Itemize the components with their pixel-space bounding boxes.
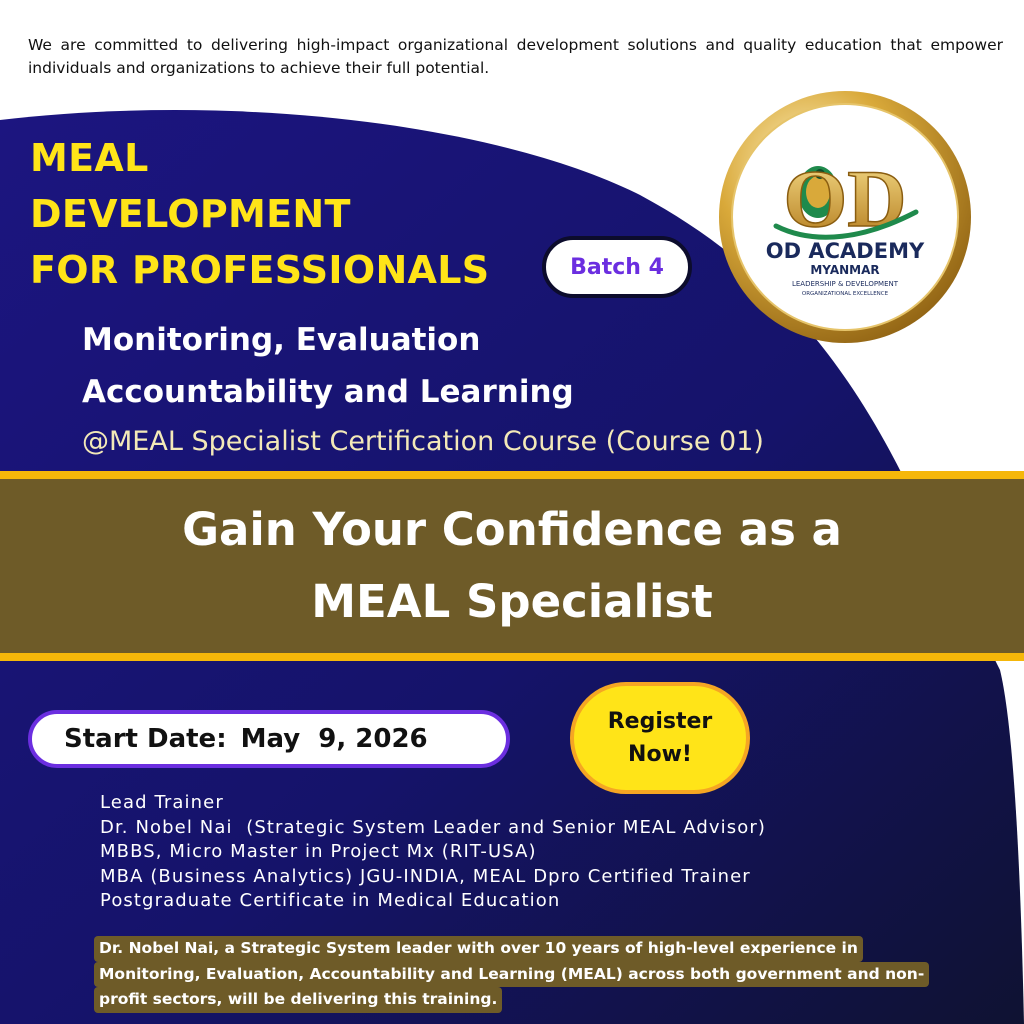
od-academy-logo <box>716 88 974 346</box>
trainer-name: Dr. Nobel Nai (Strategic System Leader and Senior MEAL Advisor) <box>100 816 766 838</box>
start-date-pill <box>28 710 510 768</box>
bio-line-1: Dr. Nobel Nai, a Strategic System leader with over 10 years of high-level experience in <box>94 936 863 962</box>
start-date-value: May 9, 2026 <box>240 724 428 754</box>
headline-line-1: Gain Your Confidence as a <box>182 503 842 556</box>
register-label-line-1: Register <box>607 709 713 734</box>
trainer-credential: MBBS, Micro Master in Project Mx (RIT-USA) <box>100 841 537 862</box>
certification-course: @MEAL Specialist Certification Course (Course 01) <box>82 426 764 457</box>
logo-motto-2: ORGANIZATIONAL EXCELLENCE <box>801 291 889 297</box>
register-label-line-2: Now! <box>628 742 692 767</box>
course-title-line-2: DEVELOPMENT <box>30 192 351 236</box>
register-now-button[interactable] <box>570 682 750 794</box>
headline-banner <box>0 471 1024 661</box>
course-title-line-3: FOR PROFESSIONALS <box>30 248 490 292</box>
bio-line-3: profit sectors, will be delivering this training. <box>94 987 502 1013</box>
subtitle-line-1: Monitoring, Evaluation <box>82 322 481 358</box>
subtitle-line-2: Accountability and Learning <box>82 374 574 410</box>
trainer-bio <box>94 936 976 1013</box>
logo-monogram: OD <box>783 153 907 244</box>
start-date-label: Start Date: <box>64 724 227 754</box>
logo-country: MYANMAR <box>810 263 880 277</box>
trainer-credential: MBA (Business Analytics) JGU-INDIA, MEAL Dpro Certified Trainer <box>100 865 751 887</box>
trainer-heading: Lead Trainer <box>100 792 224 813</box>
mission-statement: We are committed to delivering high-impact organizational development solutions and quality education that empower individuals and organizations to achieve their full potential. <box>28 36 1003 77</box>
logo-name: OD ACADEMY <box>765 239 925 263</box>
trainer-credential: Postgraduate Certificate in Medical Education <box>100 890 561 911</box>
batch-badge: Batch 4 <box>542 236 692 298</box>
logo-motto-1: LEADERSHIP & DEVELOPMENT <box>791 280 899 288</box>
trainer-details <box>100 791 766 914</box>
headline-line-2: MEAL Specialist <box>311 575 713 628</box>
bio-line-2: Monitoring, Evaluation, Accountability and Learning (MEAL) across both government and non- <box>94 962 929 988</box>
course-title-line-1: MEAL <box>30 136 149 180</box>
